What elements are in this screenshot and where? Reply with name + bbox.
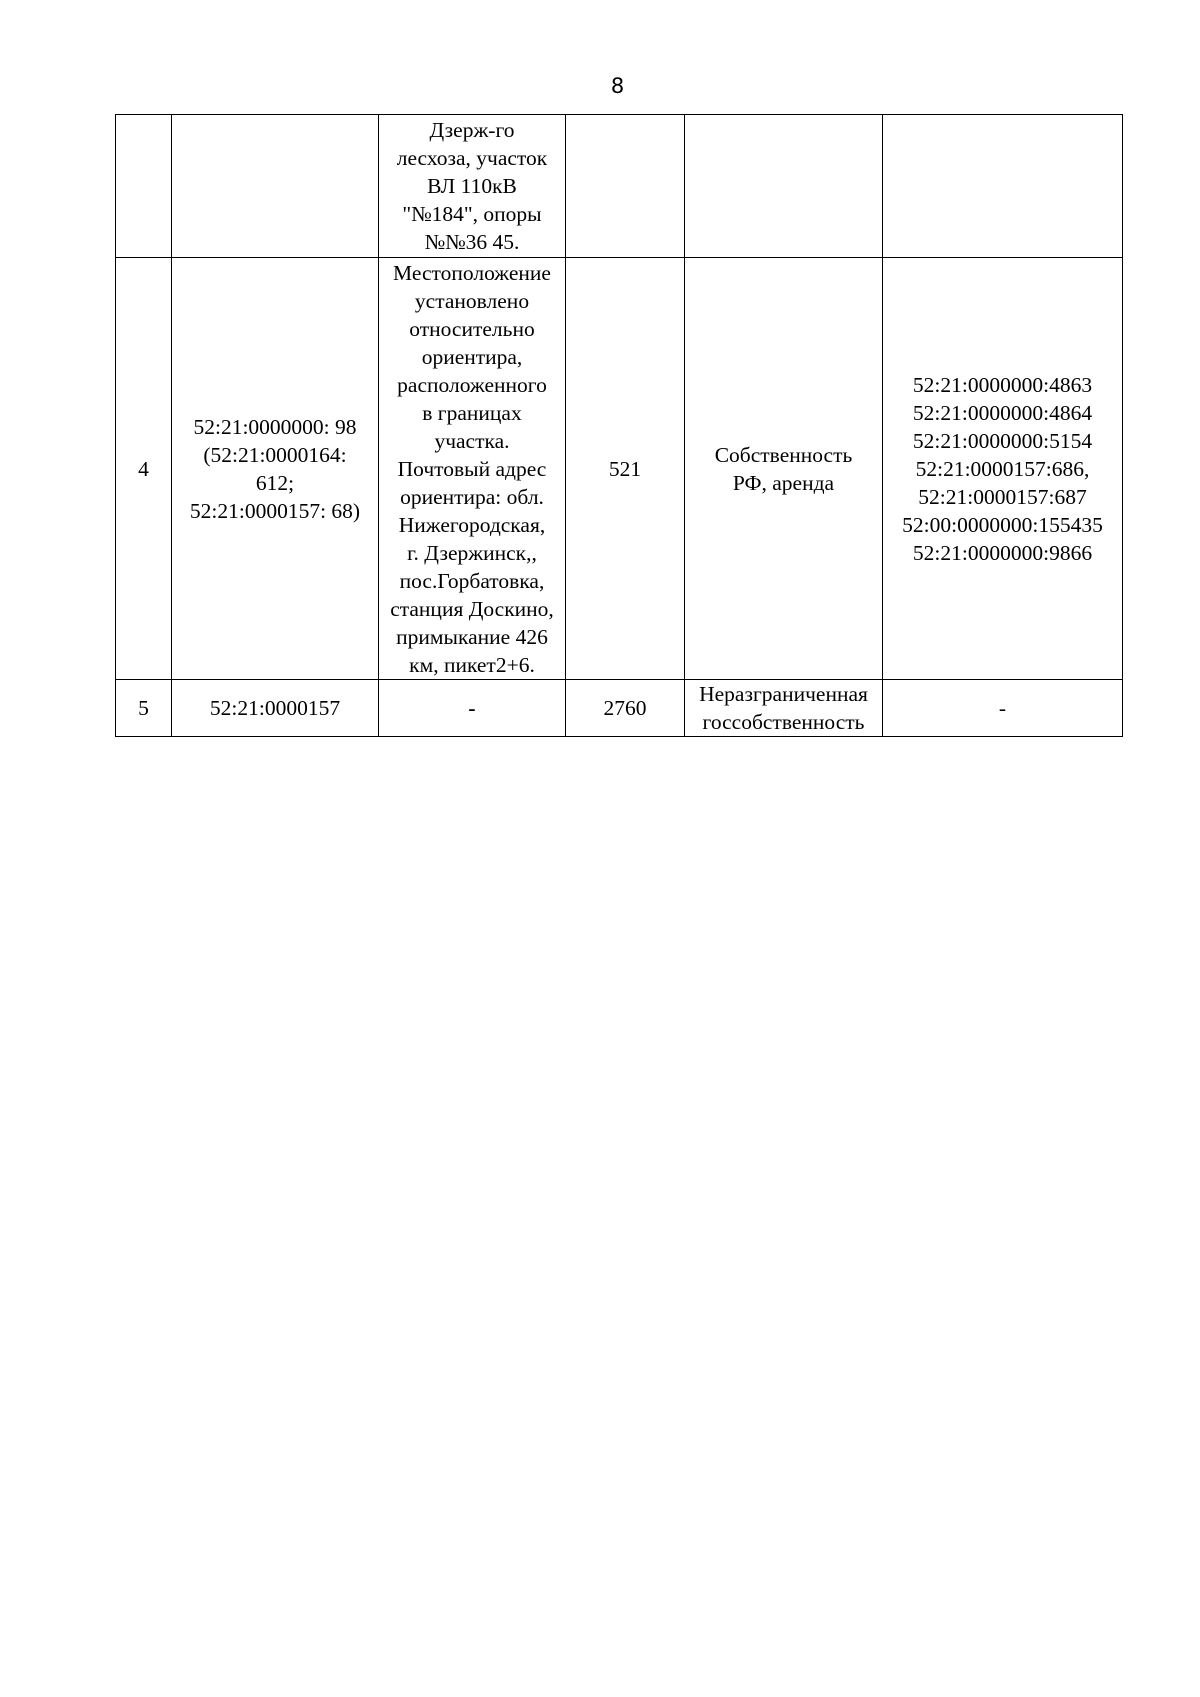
ownership-cell: Собственность РФ, аренда (685, 258, 883, 680)
related-parcels-cell: 52:21:0000000:4863 52:21:0000000:4864 52:21:0000000:5154 52:21:0000157:686, 52:21:0000157:687 52:00:0000000:155435 52:21:0000000:9866 (883, 258, 1123, 680)
table-row (116, 680, 1123, 737)
land-plots-table (115, 114, 1123, 737)
row-number-cell: 4 (116, 258, 172, 680)
address-cell: - (379, 680, 566, 737)
table-row (116, 258, 1123, 680)
area-cell: 521 (566, 258, 685, 680)
address-cell: Местоположение установлено относительно ориентира, расположенного в границах участка. Почтовый адрес ориентира: обл. Нижегородская, г. Дзержинск,, пос.Горбатовка, станция Доскино, примыкание 426 км, пикет2+6. (379, 258, 566, 680)
ownership-cell (685, 115, 883, 258)
cadastral-number-cell: 52:21:0000157 (172, 680, 379, 737)
row-number-cell: 5 (116, 680, 172, 737)
related-parcels-cell: - (883, 680, 1123, 737)
address-cell: Дзерж-го лесхоза, участок ВЛ 110кВ "№184", опоры №№36 45. (379, 115, 566, 258)
related-parcels-cell (883, 115, 1123, 258)
cadastral-number-cell: 52:21:0000000: 98 (52:21:0000164: 612; 52:21:0000157: 68) (172, 258, 379, 680)
area-cell: 2760 (566, 680, 685, 737)
ownership-cell: Неразграниченная госсобственность (685, 680, 883, 737)
cadastral-number-cell (172, 115, 379, 258)
page-number: 8 (610, 74, 625, 98)
area-cell (566, 115, 685, 258)
table-row (116, 115, 1123, 258)
row-number-cell (116, 115, 172, 258)
